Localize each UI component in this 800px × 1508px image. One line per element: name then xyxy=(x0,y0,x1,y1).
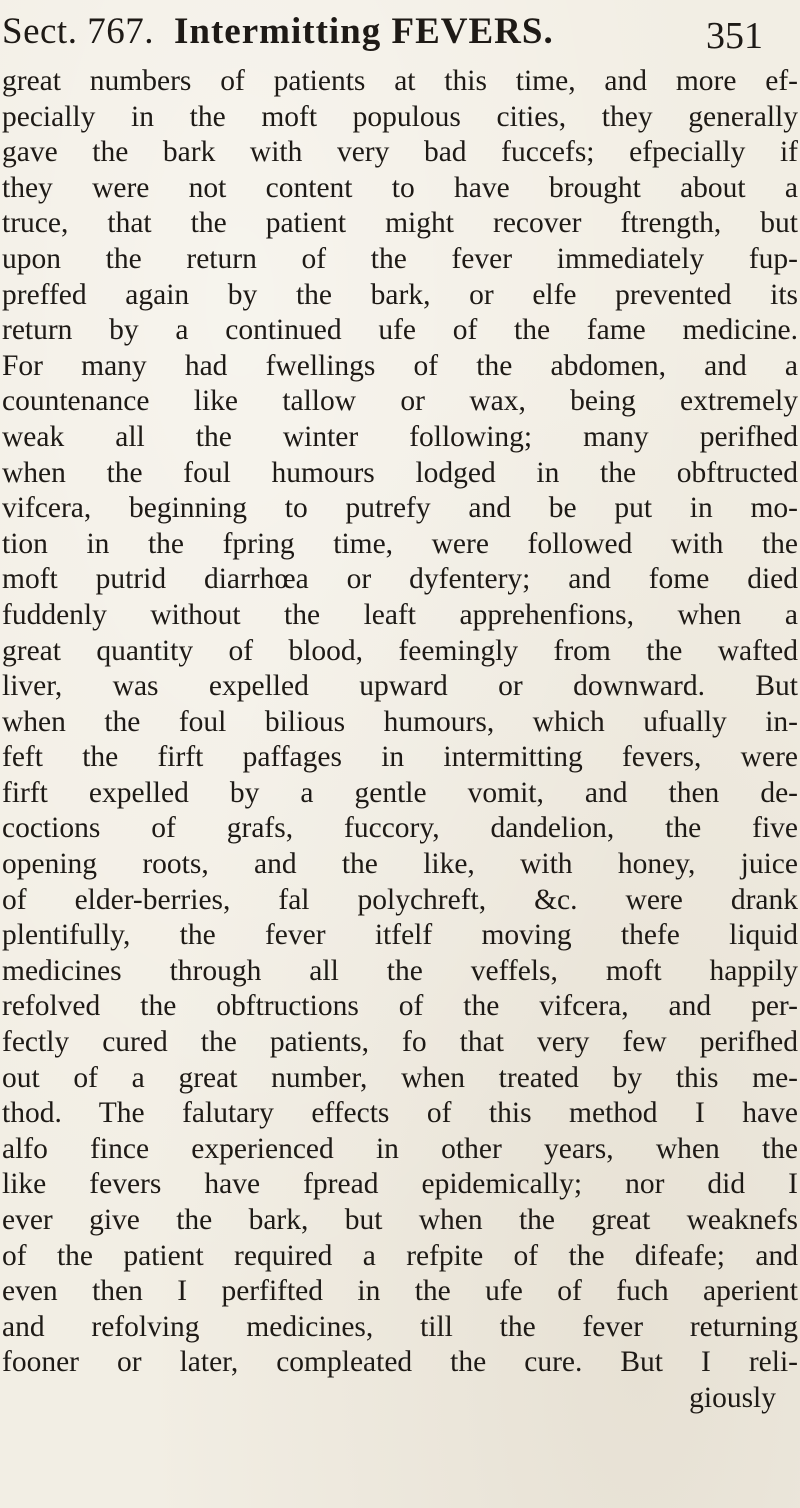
running-head xyxy=(0,10,800,60)
text-line: pecially in the moft populous cities, they generally xyxy=(2,100,798,133)
text-line: tion in the fpring time, were followed with the xyxy=(2,527,798,560)
text-line: feft the firft paffages in intermitting fevers, were xyxy=(2,741,798,774)
text-line: weak all the winter following; many perifhed xyxy=(2,420,798,453)
text-line: of elder-berries, fal polychreft, &c. were drank xyxy=(2,883,798,916)
text-line: truce, that the patient might recover ftrength, but xyxy=(2,207,798,240)
text-line: For many had fwellings of the abdomen, and a xyxy=(2,349,798,382)
text-line: out of a great number, when treated by this me- xyxy=(2,1061,798,1094)
body-text xyxy=(2,64,798,1417)
section-number: Sect. 767. xyxy=(2,11,154,52)
text-line: fuddenly without the leaft apprehenfions, when a xyxy=(2,598,798,631)
text-line: vifcera, beginning to putrefy and be put in mo- xyxy=(2,492,798,525)
text-line: when the foul humours lodged in the obftructed xyxy=(2,456,798,489)
text-line: plentifully, the fever itfelf moving thefe liquid xyxy=(2,919,798,952)
text-line: of the patient required a refpite of the difeafe; and xyxy=(2,1239,798,1272)
text-line: opening roots, and the like, with honey, juice xyxy=(2,848,798,881)
text-line: moft putrid diarrhœa or dyfentery; and fome died xyxy=(2,563,798,596)
text-line: return by a continued ufe of the fame medicine. xyxy=(2,314,798,347)
text-line: alfo fince experienced in other years, when the xyxy=(2,1132,798,1165)
text-line: thod. The falutary effects of this method I have xyxy=(2,1097,798,1130)
text-line: coctions of grafs, fuccory, dandelion, the five xyxy=(2,812,798,845)
text-line: great quantity of blood, feemingly from the wafted xyxy=(2,634,798,667)
page-number: 351 xyxy=(706,15,763,57)
text-line: firft expelled by a gentle vomit, and then de- xyxy=(2,776,798,809)
text-line: refolved the obftructions of the vifcera, and per- xyxy=(2,990,798,1023)
text-line: and refolving medicines, till the fever returning xyxy=(2,1310,798,1343)
text-line: great numbers of patients at this time, and more ef- xyxy=(2,65,798,97)
text-line: gave the bark with very bad fuccefs; efpecially if xyxy=(2,136,798,169)
text-line: when the foul bilious humours, which ufually in- xyxy=(2,705,798,738)
text-line: fectly cured the patients, fo that very few perifhed xyxy=(2,1026,798,1059)
text-line: liver, was expelled upward or downward. But xyxy=(2,670,798,703)
text-line: fooner or later, compleated the cure. But I reli- xyxy=(2,1346,798,1379)
text-line: medicines through all the veffels, moft happily xyxy=(2,954,798,987)
chapter-title: Intermitting FEVERS. xyxy=(174,11,554,52)
text-line: even then I perfifted in the ufe of fuch aperient xyxy=(2,1275,798,1308)
text-line: upon the return of the fever immediately fup- xyxy=(2,242,798,275)
text-line: they were not content to have brought about a xyxy=(2,171,798,204)
text-line: ever give the bark, but when the great weaknefs xyxy=(2,1204,798,1236)
text-line: countenance like tallow or wax, being extremely xyxy=(2,385,798,418)
text-line: preffed again by the bark, or elfe prevented its xyxy=(2,278,798,311)
text-line: like fevers have fpread epidemically; nor did I xyxy=(2,1168,798,1201)
catchword: giously xyxy=(689,1381,776,1414)
